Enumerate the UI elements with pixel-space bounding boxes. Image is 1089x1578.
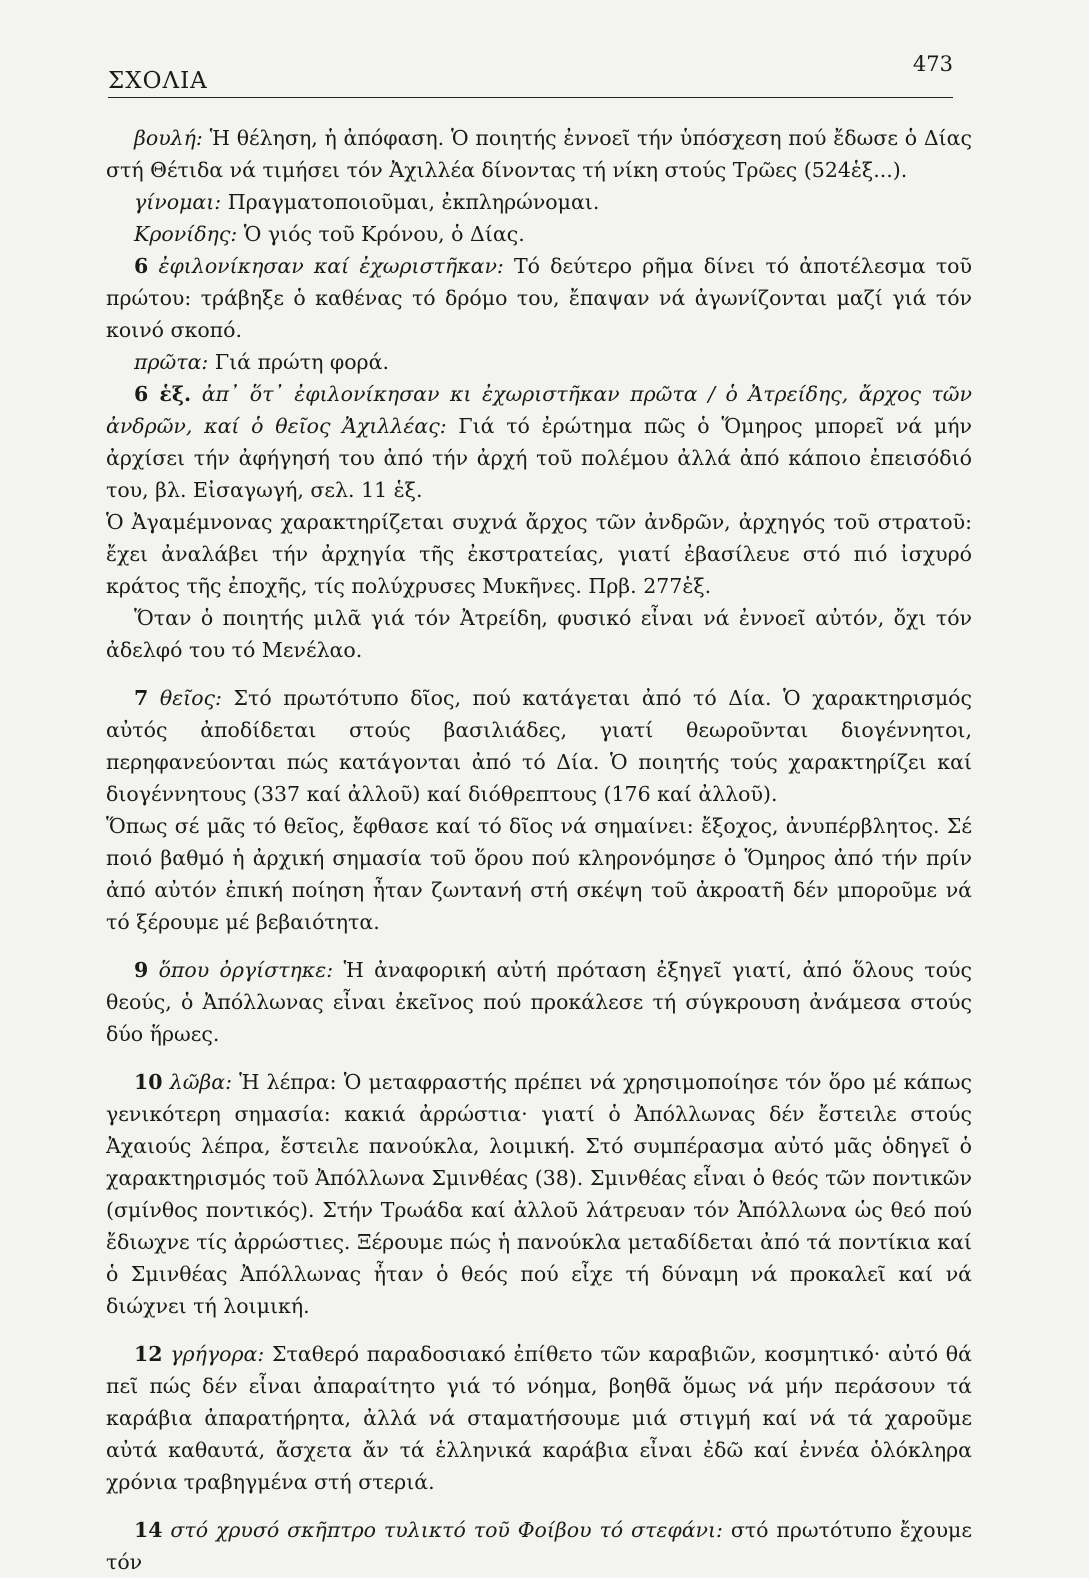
lemma: ὅπου ὀργίστηκε:	[158, 958, 334, 982]
note-entry	[106, 250, 972, 346]
spacer	[106, 1498, 972, 1514]
spacer	[106, 666, 972, 682]
running-title: ΣΧΟΛΙΑ	[108, 68, 208, 94]
note-text: Ὁ Ἀγαμέμνονας χαρακτηρίζεται συχνά ἄρχος τῶν ἀνδρῶν, ἀρχηγός τοῦ στρατοῦ: ἔχει ἀναλάβει τήν ἀρχηγία τῆς ἐκστρατείας, γιατί ἐβασίλευε στό πιό ἰσχυρό κράτος τῆς ἐποχῆς, τίς πολύχρυσες Μυκῆνες. Πρβ. 277ἑξ.	[106, 510, 972, 598]
note-text: στό πρωτότυπο ἔχουμε τόν	[106, 1518, 972, 1574]
note-entry	[106, 378, 972, 506]
lemma: γρήγορα:	[170, 1342, 265, 1366]
line-number: 9	[134, 958, 149, 982]
note-text: Τό δεύτερο ρῆμα δίνει τό ἀποτέλεσμα τοῦ πρώτου: τράβηξε ὁ καθένας τό δρόμο του, ἔπαψαν νά ἀγωνίζονται μαζί γιά τόν κοινό σκοπό.	[106, 254, 972, 342]
lemma: ἐφιλονίκησαν καί ἐχωριστῆκαν:	[158, 254, 504, 278]
note-text: Σταθερό παραδοσιακό ἐπίθετο τῶν καραβιῶν, κοσμητικό· αὐτό θά πεῖ πώς δέν εἶναι ἀπαραίτητο γιά τό νόημα, βοηθᾶ ὅμως νά μήν περάσουν τά καράβια ἀπαρατήρητα, ἀλλά νά σταματήσουμε μιά στιγμή καί νά τά χαροῦμε αὐτά καθαυτά, ἄσχετα ἄν τά ἑλληνικά καράβια εἶναι ἐδῶ καί ἐννέα ὁλόκληρα χρόνια τραβηγμένα στή στεριά.	[106, 1342, 972, 1494]
note-text: Ὁ γιός τοῦ Κρόνου, ὁ Δίας.	[237, 222, 525, 246]
spacer	[106, 1322, 972, 1338]
header-rule	[108, 97, 953, 98]
note-text: Ἡ ἀναφορική αὐτή πρόταση ἐξηγεῖ γιατί, ἀπό ὅλους τούς θεούς, ὁ Ἀπόλλωνας εἶναι ἐκεῖνος πού προκάλεσε τή σύγκρουση ἀνάμεσα στούς δύο ἥρωες.	[106, 958, 972, 1046]
lemma: πρῶτα:	[134, 350, 209, 374]
lemma: ἀπ᾿ ὅτ᾿ ἐφιλονίκησαν κι ἐχωριστῆκαν πρῶτα / ὁ Ἀτρείδης, ἄρχος τῶν ἀνδρῶν, καί ὁ θεῖος Ἀχιλλέας:	[106, 382, 972, 438]
lemma: λῶβα:	[169, 1070, 233, 1094]
note-entry	[106, 1066, 972, 1322]
note-text: Στό πρωτότυπο δῖος, πού κατάγεται ἀπό τό Δία. Ὁ χαρακτηρισμός αὐτός ἀποδίδεται στούς βασιλιάδες, γιατί θεωροῦνται διογέννητοι, περηφανεύονται πώς κατάγονται ἀπό τό Δία. Ὁ ποιητής τούς χαρακτηρίζει καί διογέννητους (337 καί ἀλλοῦ) καί διόθρεπτους (176 καί ἀλλοῦ).	[106, 686, 972, 806]
note-entry	[106, 1514, 972, 1578]
page-number: 473	[912, 52, 953, 76]
note-text: Ὅταν ὁ ποιητής μιλᾶ γιά τόν Ἀτρείδη, φυσικό εἶναι νά ἐννοεῖ αὐτόν, ὄχι τόν ἀδελφό του τό Μενέλαο.	[106, 606, 972, 662]
note-text: Ἡ λέπρα: Ὁ μεταφραστής πρέπει νά χρησιμοποίησε τόν ὅρο μέ κάπως γενικότερη σημασία: κακιά ἀρρώστια· γιατί ὁ Ἀπόλλωνας δέν ἔστειλε στούς Ἀχαιούς λέπρα, ἔστειλε πανούκλα, λοιμική. Στό συμπέρασμα αὐτό μᾶς ὁδηγεῖ ὁ χαρακτηρισμός τοῦ Ἀπόλλωνα Σμινθέας (38). Σμινθέας εἶναι ὁ θεός τῶν ποντικῶν (σμίνθος ποντικός). Στήν Τρωάδα καί ἀλλοῦ λάτρευαν τόν Ἀπόλλωνα ὡς θεό πού ἔδιωχνε τίς ἀρρώστιες. Ξέρουμε πώς ἡ πανούκλα μεταδίδεται ἀπό τά ποντίκια καί ὁ Σμινθέας Ἀπόλλωνας ἦταν ὁ θεός πού εἶχε τή δύναμη νά προκαλεῖ καί νά διώχνει τή λοιμική.	[106, 1070, 972, 1318]
note-paragraph	[106, 602, 972, 666]
line-number: 7	[134, 686, 149, 710]
lemma: στό χρυσό σκῆπτρο τυλικτό τοῦ Φοίβου τό στεφάνι:	[170, 1518, 723, 1542]
note-entry	[106, 1338, 972, 1498]
lemma: Κρονίδης:	[134, 222, 238, 246]
commentary-body	[106, 122, 972, 1578]
spacer	[106, 938, 972, 954]
note-entry	[106, 954, 972, 1050]
note-text: Πραγματοποιοῦμαι, ἐκπληρώνομαι.	[221, 190, 600, 214]
note-text: Γιά τό ἐρώτημα πῶς ὁ Ὅμηρος μπορεῖ νά μήν ἀρχίσει τήν ἀφήγησή του ἀπό τήν ἀρχή τοῦ πολέμου ἀλλά ἀπό κάποιο ἐπεισόδιό του, βλ. Εἰσαγωγή, σελ. 11 ἑξ.	[106, 414, 973, 502]
note-text: Ἡ θέληση, ἡ ἀπόφαση. Ὁ ποιητής ἐννοεῖ τήν ὑπόσχεση πού ἔδωσε ὁ Δίας στή Θέτιδα νά τιμήσει τόν Ἀχιλλέα δίνοντας τή νίκη στούς Τρῶες (524ἑξ...).	[106, 126, 972, 182]
note-entry	[106, 122, 972, 186]
note-entry	[106, 682, 972, 810]
line-number: 6	[134, 254, 149, 278]
note-paragraph	[106, 506, 972, 602]
lemma: βουλή:	[134, 126, 203, 150]
note-entry	[106, 346, 972, 378]
note-text: Γιά πρώτη φορά.	[208, 350, 389, 374]
lemma: θεῖος:	[159, 686, 222, 710]
note-entry	[106, 186, 972, 218]
note-paragraph	[106, 810, 972, 938]
line-number: 6 ἑξ.	[134, 382, 192, 406]
note-entry	[106, 218, 972, 250]
page-header	[108, 50, 953, 100]
line-number: 14	[134, 1518, 163, 1542]
lemma: γίνομαι:	[134, 190, 222, 214]
note-text: Ὅπως σέ μᾶς τό θεῖος, ἔφθασε καί τό δῖος νά σημαίνει: ἔξοχος, ἀνυπέρβλητος. Σέ ποιό βαθμό ἡ ἀρχική σημασία τοῦ ὅρου πού κληρονόμησε ὁ Ὅμηρος ἀπό τήν πρίν ἀπό αὐτόν ἐπική ποίηση ἦταν ζωντανή στή σκέψη τοῦ ἀκροατῆ δέν μποροῦμε νά τό ξέρουμε μέ βεβαιότητα.	[106, 814, 972, 934]
line-number: 12	[134, 1342, 163, 1366]
line-number: 10	[134, 1070, 163, 1094]
spacer	[106, 1050, 972, 1066]
